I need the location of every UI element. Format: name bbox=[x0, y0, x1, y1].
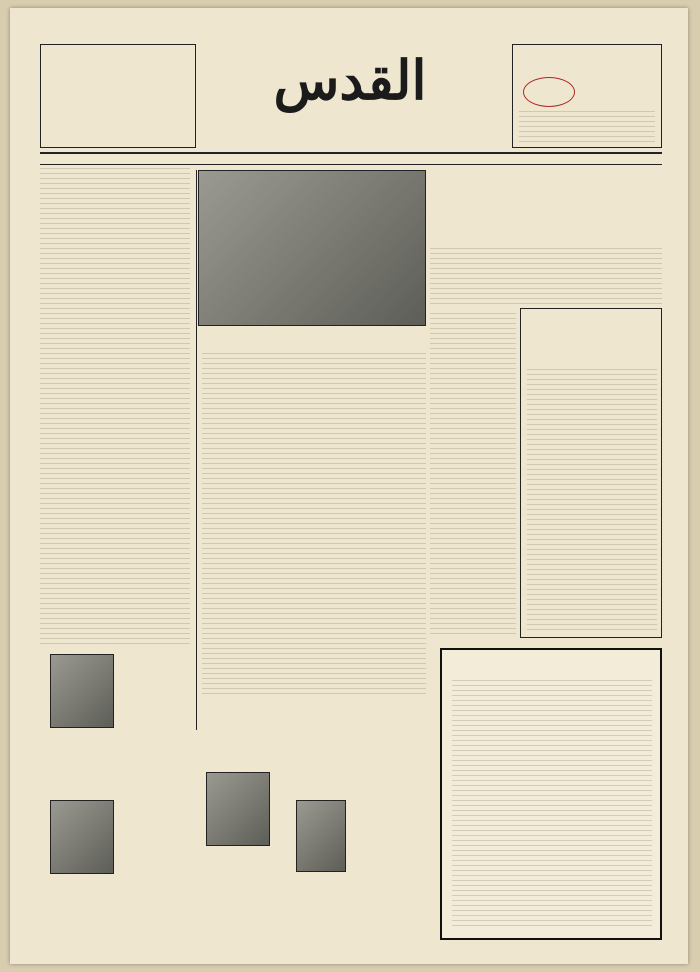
ad-body bbox=[452, 680, 652, 930]
teaser-right-body bbox=[519, 111, 655, 143]
date-bar-top bbox=[40, 152, 662, 154]
center-column-body bbox=[202, 353, 426, 698]
right-inner-column bbox=[430, 313, 516, 638]
teaser-right-box bbox=[512, 44, 662, 148]
left-column-body bbox=[40, 168, 190, 648]
left-column-divider bbox=[196, 170, 197, 730]
column-box bbox=[520, 308, 662, 638]
portrait-photo-4 bbox=[296, 800, 346, 872]
advertisement-box bbox=[440, 648, 662, 940]
date-bar-bottom bbox=[40, 164, 662, 165]
masthead-title: القدس bbox=[273, 48, 427, 112]
newspaper-page bbox=[10, 8, 688, 964]
main-photo bbox=[198, 170, 426, 326]
column-box-body bbox=[527, 369, 657, 633]
portrait-photo-2 bbox=[50, 800, 114, 874]
portrait-photo-3 bbox=[206, 772, 270, 846]
lead-body bbox=[430, 248, 662, 308]
teaser-right-stamp bbox=[523, 77, 575, 107]
teaser-left-box bbox=[40, 44, 196, 148]
portrait-photo-1 bbox=[50, 654, 114, 728]
